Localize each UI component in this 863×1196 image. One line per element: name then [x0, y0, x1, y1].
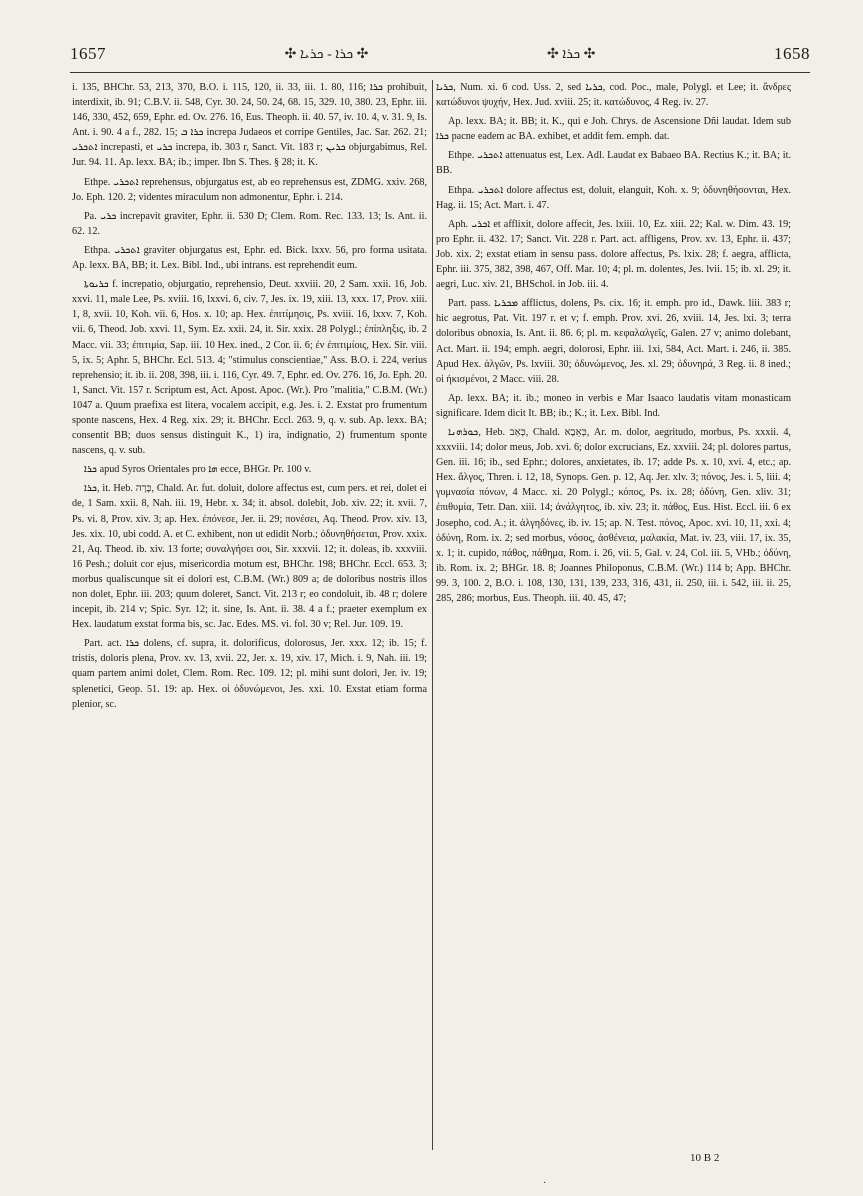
right-running-head: ✣ ܟܪܐ ✣ — [547, 46, 596, 62]
page-header — [70, 40, 810, 68]
dictionary-entry: Ethpe. ܐܬܟܪܝ attenuatus est, Lex. Adl. Laudat ex Babaeo BA. Rectius K.; it. BA; it. BB. — [436, 150, 791, 177]
signature-mark: 10 B 2 — [690, 1152, 720, 1164]
dictionary-entry: ܟܘܪܗܢܐ, Heb. כְּאֵב, Chald. כְּאֵבָא, Ar. m. dolor, aegritudo, morbus, Ps. xxxii. 4, xxxviii. 14; dolor meus, Job. xvi. 6; dolor excrucians, Ez. xxviii. 24; pl. dolores partus, Gen. iii. 16; ib., sed Ephr.; dolores, anxietates, ib. 17; adde Ps. x. 10, xvi. 4, etc.; ap. Hex. ἄλγος, Thren. i. 12, 18, Synops. Gen. p. 12, Aq. Jer. xlv. 3; πόνος, Jes. i. 5, liii. 4; γυμνασία πόνων, 4 Macc. xi. 20 Polygl.; κόπος, Ps. ix. 28; ὀδύνη, Gen. xliv. 31; ἐπιθυμία, Tetr. Dan. xiii. 14; ἀνάλγητος, ib. xiv. 23; it. πάθος, Eus. Hist. Eccl. iii. 6 ex Josepho, cod. A.; it. ἀλγηδόνες, ib. iv. 15; ap. N. Test. πόνος, Apoc. xvi. 10, 11, xxi. 4; ὀδύνη, Rom. ix. 2; sed morbus, νόσος, ἀσθένεια, μαλακία, Mat. iv. 23, viii. 17, ix. 35, x. 1; it. cupido, πάθος, πάθημα, Rom. i. 26, vii. 5, Gal. v. 24, Col. iii. 5, VHb.; ὀδύνη, ib. Rom. ix. 2; BHGr. 18. 8; Joannes Philoponus, C.B.M. (Wr.) 114 b; App. BHChr. 99. 3, 100. 2, B.O. i. 108, 130, 131, 139, 233, 316, 431, ii. 250, iii. i. 542, iii. ii. 25, 285, 286; morbus, Eus. Theoph. iii. 40. 45, 47; — [436, 426, 791, 604]
dictionary-entry: ܟܪܝܘܬܐ f. increpatio, objurgatio, reprehensio, Deut. xxviii. 20, 2 Sam. xxii. 16, Job. xxvi. 11, male Lee, Ps. xviii. 16, lxxvi. 6, civ. 7, Jes. ix. 19, xiii. 13, xxx. 17, Prov. xiii. 1, 8, xvii. 10, Koh. vii. 6, Hos. x. 10; ap. Hex. ἐπιτίμησις, Ps. xviii. 16, lxxv. 7, Koh. vii. 6, Theod. Job. xxvi. 11, Sym. Ez. xxii. 24, it. Sir. xxix. 28 Polygl.; ἐπίπληξις, ib. 2 Macc. vii. 33; ἐπιτιμία, Sap. iii. 10 Hex. ined., 2 Cor. ii. 6; ἐν ἐπιτιμίοις, Hex. Sir. viii. 5, ix. 5; Aphr. 5, BHChr. Ecl. 513. 4; "stimulus conscientiae," Ass. B.O. i. 224, verius reprehensio; it. ib. ii. 208, 398, iii. i. 116, Cyr. 49. 7, Ephr. ed. Ov. 276. 16, Jo. Eph. 20. 1, Sanct. Vit. 157 r. Scriptum est, Act. Apost. Apoc. (Wr.). Pro "malitia," C.B.M. (Wr.) 1047 a. Quum praefixa est litera, vocalem accipit, e.g. Jes. i. 2. Exstat pro frumentum sponte nascens, Hex. 4 Reg. xix. 29; it. BHChr. Eccl. 263. 9, q. v. sub. Ap. lexx. BA; consentit BB; duos sensus distinguit K., 1) ira, indignatio, 2) frumentum sponte nascens, q. v. sub. — [72, 279, 427, 457]
dictionary-entry: Ap. lexx. BA; it. ib.; moneo in verbis e Mar Isaaco laudatis vitam monasticam significare. Idem dicit It. BB; ib.; K.; it. Lex. Bibl. Ind. — [436, 392, 791, 419]
footer-tick: · — [543, 1178, 547, 1189]
left-column — [72, 80, 427, 1150]
right-page-number: 1658 — [773, 44, 810, 63]
dictionary-entry: Pa. ܟܪܝ increpavit graviter, Ephr. ii. 530 D; Clem. Rom. Rec. 133. 13; Is. Ant. ii. 62. 12. — [72, 210, 427, 237]
dictionary-entry: Ap. lexx. BA; it. BB; it. K., qui e Joh. Chrys. de Ascensione Dñi laudat. Idem sub ܟܪܐ pacne eadem ac BA. exhibet, et addit fem. emph. dat. — [436, 116, 791, 143]
dictionary-entry: i. 135, BHChr. 53, 213, 370, B.O. i. 115, 120, ii. 33, iii. 1. 80, 116; ܟܪܐ prohibuit, interdixit, ib. 91; C.B.V. ii. 548, Cyr. 30. 24, 50. 24, 68. 15, 329. 10, 380. 23, Ephr. iii. 146, 330, 452, 659, Ephr. ed. Ov. 276. 16, Eus. Theoph. ii. 40. 57, iv. 10. 4, v. 31. 9, Is. Ant. i. 90. 4 a f., 282. 15; ܟܪܐ ܒ increpa Judaeos et corripe Gentiles, Jac. Sar. 262. 21; ܐܬܟܪܝ increpasti, et ܟܪܝ increpa, ib. 303 r, Sanct. Vit. 183 r; ܟܪܝܢ objurgabimus, Rel. Jur. 94. 11. Ap. lexx. BA; ib.; imper. Ibn S. Thes. § 28; it. K. — [72, 82, 427, 169]
left-running-head: ✣ ܟܪܐ - ܟܪܝܐ ✣ — [284, 46, 369, 62]
header-rule — [70, 72, 810, 73]
column-divider — [432, 80, 433, 1150]
dictionary-entry: Part. pass. ܡܟܪܝܐ afflictus, dolens, Ps. cix. 16; it. emph. pro id., Dawk. liii. 383 r; hic aegrotus, Pat. Vit. 197 r. et v; f. emph. Prov. xvi. 26, xviii. 14, Jes. lxi. 3; terra doloribus obnoxia, Is. Ant. ii. 86. 6; pl. m. κεφαλαλγεῖς, Galen. 27 v; animo dolebant, Act. Mart. ii. 194; emph. aegri, dolorosi, Ephr. iii. 1xi, 584, Act. Mart. i. 246, ii. 385. Apud Hex. ἀλγῶν, Ps. lxviii. 30; ὀδυνώμενος, Jes. xl. 29; ὀδυνηρά, 3 Reg. ii. 8 ined.; οἱ ἠκισμένοι, 2 Macc. viii. 28. — [436, 298, 791, 385]
dictionary-entry: Ethpa. ܐܬܟܪܝ dolore affectus est, doluit, elanguit, Koh. x. 9; ὀδυνηθήσονται, Hex. Hag. ii. 15; Act. Mart. i. 47. — [436, 184, 791, 211]
dictionary-entry: Part. act. ܟܪܐ dolens, cf. supra, it. dolorificus, dolorosus, Jer. xxx. 12; ib. 15; f. tristis, doloris plena, Prov. xv. 13, xvii. 22, Jer. x. 19, xiv. 17, Mich. i. 9, Nah. iii. 19; quam partem animi dolet, Clem. Rom. Rec. 109. 12; pl. mihi sunt dolori, Jer. iv. 19; splenetici, Geop. 51. 19: ap. Hex. οἱ ὀδυνώμενοι, Jes. xxi. 10. Exstat etiam forma plenior, sc. — [72, 638, 427, 710]
dictionary-entry: Aph. ܐܟܪܝ et afflixit, dolore affecit, Jes. lxiii. 10, Ez. xiii. 22; Kal. w. Dim. 43. 19; pro Ephr. ii. 432. 17; Sanct. Vit. 228 r. Part. act. affligens, Prov. xv. 13, Ephr. ii. 437; Job. xix. 2; exstat etiam in sensu pass. dolore affectus, Ps. lxix. 28; f. aegra, afflicta, Ephr. iii. 375, 382, 398, 467, Off. Mar. 10; 4; pl. m. dolentes, Jes. lvii. 15; ib. xl. 29; it. aegri, Luc. xiv. 21, BHSchol. in Job. iii. 4. — [436, 218, 791, 291]
dictionary-entry: ܟܪܐ, it. Heb. כָּרָה, Chald. Ar. fut. doluit, dolore affectus est, cum pers. et rei, dolet ei de, 1 Sam. xxii. 8, Nah. iii. 19, Hebr. x. 34; it. absol. dolebit, Job. xiv. 22; it. xvii. 7, Ps. vi. 8, Prov. xiv. 3; ap. Hex. ἐπόνεσε, Jer. ii. 29; πονέσει, Aq. Theod. Prov. xiv. 13, Jes. xix. 10, ubi codd. A. et C. exhibent, non ut edidit Norb.; ὀδυνηθήσεται, Prov. xxix. 21, Aq. Theod. ib. xiv. 13 forte; συναλγήσει σοι, Sir. xxxvii. 12; it. doleas, ib. xxxviii. 16 Pesh.; doluit cor ejus, misericordia motum est, BHChr. 198; BHChr. Eccl. 653. 3; morbus qualiscunque sit ei dolori est, C.B.M. (Wr.) 809 a; de doloribus nostris illos non dolet, Ephr. iii. 203; quum doleret, Sanct. Vit. 213 r; eo condoluit, ib. 48 r; dolere incepit, ib. 214 v; Spic. Syr. 12; it. sine, Is. Ant. ii. 38. 4 a f.; praeter exemplum ex Hex. laudatum exstat forma bis, sc. Jac. Edes. MS. vi. fol. 30 v; Rel. Jur. 109. 19. — [72, 483, 427, 631]
dictionary-entry: ܟܪܝܐ, Num. xi. 6 cod. Uss. 2, sed ܟܪܝܐ, cod. Poc., male, Polygl. et Lee; it. ἄνδρες κατώδυνοι ψυχήν, Hex. Jud. xviii. 25; it. κατώδυνος, 4 Reg. iv. 27. — [436, 82, 791, 109]
dictionary-entry: Ethpe. ܐܬܟܪܝ reprehensus, objurgatus est, ab eo reprehensus est, ZDMG. xxiv. 268, Jo. Eph. 120. 2; videntes miraculum non admonentur, Ephr. i. 214. — [72, 176, 427, 203]
right-column — [436, 80, 791, 1150]
dictionary-entry: ܟܪܐ apud Syros Orientales pro ܗܐ ecce, BHGr. Pr. 100 v. — [84, 464, 312, 476]
dictionary-entry: Ethpa. ܐܬܟܪܝ graviter objurgatus est, Ephr. ed. Bick. lxxv. 56, pro forma usitata. Ap. lexx. BA, BB; it. Lex. Bibl. Ind., ubi intrans. est reprehendit eum. — [72, 244, 427, 272]
left-page-number: 1657 — [70, 44, 106, 63]
